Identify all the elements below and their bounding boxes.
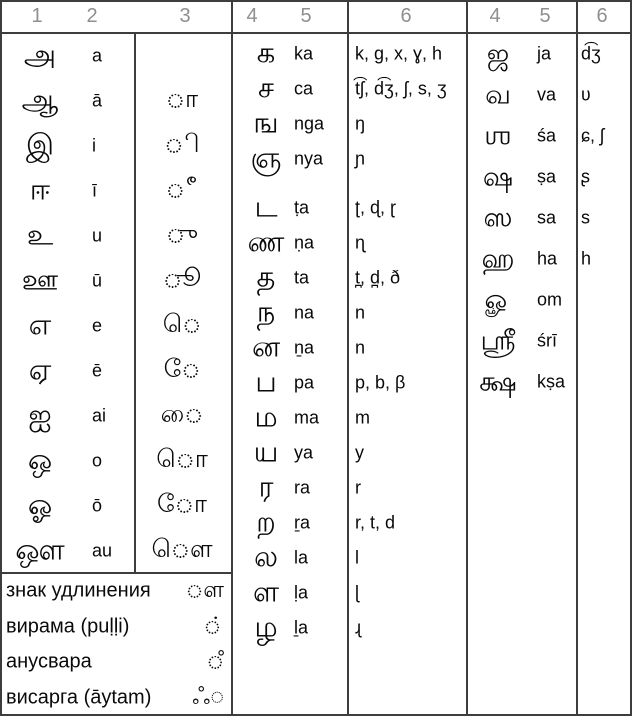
column-number: 1 (31, 5, 43, 27)
consonant-row (232, 365, 466, 400)
grantha-row (467, 361, 632, 402)
legend-symbol: ஃ◌ (192, 683, 224, 710)
ipa-values: y (355, 442, 364, 462)
transliteration: śa (537, 125, 557, 145)
tamil-consonant-letter: ந (256, 296, 276, 328)
tamil-consonant-letter: ய (253, 436, 279, 468)
tamil-vowel-letter: எ (28, 309, 52, 341)
tamil-consonant-letter: ற (256, 506, 276, 538)
tamil-consonant-letter: ம (254, 401, 278, 433)
transliteration: ha (537, 248, 558, 268)
ipa-values: ɳ (355, 232, 366, 252)
transliteration: sa (537, 207, 557, 227)
column-number: 4 (246, 5, 258, 27)
grantha-row (467, 74, 632, 115)
transliteration: ū (92, 270, 103, 290)
vowel-row (0, 483, 231, 528)
transliteration: ē (92, 360, 103, 380)
vowel-row (0, 33, 231, 78)
transliteration: ō (92, 495, 103, 515)
ipa-values: ɻ (355, 617, 361, 637)
transliteration: ṣa (537, 166, 557, 186)
consonant-row (232, 260, 466, 295)
tamil-consonant-letter: ள (252, 576, 280, 608)
tamil-vowel-letter: ஏ (28, 354, 52, 386)
grantha-row (467, 115, 632, 156)
ipa-values: r (355, 477, 361, 497)
vowel-sign: ◌ு (165, 219, 199, 248)
ipa-values: l (355, 547, 359, 567)
vowel-sign: ◌ி (164, 129, 200, 158)
vowel-row (0, 213, 231, 258)
transliteration: ja (537, 43, 552, 63)
transliteration: ṭa (294, 197, 310, 217)
transliteration: ka (294, 43, 314, 63)
ipa-values: ŋ (355, 113, 366, 133)
consonant-row (232, 190, 466, 225)
vowel-row (0, 393, 231, 438)
transliteration: ta (294, 267, 310, 287)
vowel-row (0, 168, 231, 213)
vowel-row (0, 438, 231, 483)
column-number: 5 (300, 5, 312, 27)
tamil-consonant-letter: ல (253, 541, 279, 573)
column-number: 4 (489, 5, 501, 27)
grantha-row (467, 320, 632, 361)
legend-row (0, 573, 230, 609)
tamil-consonant-letter: த (256, 261, 276, 293)
column-number: 5 (539, 5, 551, 27)
ipa-values: t͡ʃ, d͡ʒ, ʃ, s, ʒ (355, 78, 447, 98)
transliteration: u (92, 225, 103, 245)
transliteration: ya (294, 442, 314, 462)
vowel-row (0, 303, 231, 348)
transliteration: pa (294, 372, 315, 392)
transliteration: ṉa (294, 337, 315, 357)
tamil-vowel-letter: அ (23, 39, 57, 71)
ipa-values: ɲ (355, 148, 366, 168)
consonant-row (232, 295, 466, 330)
ipa-values: k, g, x, ɣ, h (355, 43, 443, 63)
legend (0, 573, 230, 716)
grantha-letter: வ (485, 79, 511, 109)
consonant-row (232, 36, 466, 71)
transliteration: om (537, 289, 563, 309)
vowel-row (0, 258, 231, 303)
legend-row (0, 609, 230, 645)
grantha-letter: ௐ (484, 284, 512, 314)
tamil-consonant-letter: ஞ (250, 142, 282, 174)
vowel-row (0, 528, 231, 573)
ipa-values: ʈ, ɖ, ɽ (355, 197, 397, 217)
grantha-letter: ஸ (483, 202, 513, 232)
vowel-table (0, 33, 231, 573)
grantha-letter: ஹ (481, 243, 515, 273)
transliteration: ai (92, 405, 107, 425)
ipa-values: ʋ (581, 84, 591, 104)
legend-row (0, 645, 230, 681)
vowel-sign: ◌ோ (157, 489, 207, 518)
column-number: 6 (596, 5, 608, 27)
transliteration: na (294, 302, 315, 322)
transliteration: ca (294, 78, 314, 98)
vowel-sign: ◌ௌ (151, 534, 213, 563)
ipa-values: p, b, β (355, 372, 406, 392)
consonant-row (232, 540, 466, 575)
consonant-row (232, 330, 466, 365)
ipa-values: ɭ (355, 582, 359, 602)
grantha-table (467, 33, 632, 402)
tamil-consonant-letter: ச (257, 72, 275, 104)
vowel-sign: ◌ை (160, 399, 204, 428)
vowel-sign: ◌ூ (162, 264, 201, 293)
grantha-row (467, 279, 632, 320)
ipa-values: n (355, 337, 366, 357)
tamil-vowel-letter: ஈ (29, 174, 51, 206)
consonant-row (232, 141, 466, 176)
transliteration: kṣa (537, 371, 566, 391)
vowel-sign: ◌ே (163, 354, 201, 383)
consonant-row (232, 225, 466, 260)
ipa-values: n (355, 302, 366, 322)
transliteration: a (92, 45, 103, 65)
tamil-consonant-letter: ட (254, 191, 278, 223)
consonant-row (232, 435, 466, 470)
transliteration: ma (294, 407, 320, 427)
transliteration: nga (294, 113, 325, 133)
transliteration: au (92, 540, 113, 560)
legend-symbol: ◌ஂ (206, 647, 224, 674)
transliteration: ra (294, 477, 311, 497)
tamil-vowel-letter: ஊ (21, 264, 59, 296)
consonant-table (232, 33, 466, 645)
grantha-row (467, 197, 632, 238)
consonant-row (232, 505, 466, 540)
tamil-vowel-letter: ஔ (15, 534, 65, 566)
column-number: 2 (86, 5, 98, 27)
consonant-row (232, 575, 466, 610)
consonant-row (232, 71, 466, 106)
tamil-consonant-letter: ர (258, 471, 274, 503)
legend-symbol: ◌் (203, 611, 224, 638)
ipa-values: r, t, d (355, 512, 396, 532)
legend-label: знак удлинения (6, 579, 151, 602)
transliteration: e (92, 315, 103, 335)
grantha-letter: ஶ (484, 120, 512, 150)
tamil-vowel-letter: ஒ (27, 444, 53, 476)
grantha-letter: க்ஷ (479, 366, 517, 396)
vowel-row (0, 348, 231, 393)
column-number: 6 (400, 5, 412, 27)
tamil-vowel-letter: ஓ (27, 489, 53, 521)
ipa-values: ɕ, ʃ (581, 125, 605, 145)
tamil-consonant-letter: ழ (254, 611, 278, 643)
vowel-sign: ◌ெ (162, 309, 202, 338)
vowel-row (0, 78, 231, 123)
vowel-row (0, 123, 231, 168)
transliteration: va (537, 84, 557, 104)
grantha-row (467, 238, 632, 279)
grantha-row (467, 33, 632, 74)
transliteration: ā (92, 90, 103, 110)
consonant-row (232, 400, 466, 435)
consonant-row (232, 470, 466, 505)
ipa-values: h (581, 248, 592, 268)
legend-label: вирама (puḷḷi) (6, 615, 130, 638)
legend-row (0, 680, 230, 716)
consonant-row (232, 106, 466, 141)
transliteration: ī (92, 180, 98, 200)
tamil-consonant-letter: க (256, 37, 276, 69)
column-number: 3 (179, 5, 191, 27)
tamil-consonant-letter: ன (251, 331, 281, 363)
legend-label: анусвара (6, 650, 92, 673)
grantha-letter: ஷ (482, 161, 514, 191)
ipa-values: d͡ʒ (581, 43, 601, 63)
vowel-sign: ◌ா (165, 84, 199, 113)
transliteration: ḷa (294, 582, 309, 602)
consonant-row (232, 610, 466, 645)
vowel-sign: ◌ீ (165, 174, 199, 203)
transliteration: la (294, 547, 309, 567)
transliteration: ṟa (294, 512, 311, 532)
legend-symbol: ◌ௗ (185, 575, 224, 602)
tamil-consonant-letter: ண (247, 226, 285, 258)
ipa-values: t̪, d̪, ð (355, 267, 401, 287)
transliteration: śrī (537, 330, 557, 350)
grantha-letter: ஜ (486, 38, 510, 68)
tamil-vowel-letter: இ (25, 129, 55, 161)
ipa-values: ʂ (581, 166, 590, 186)
transliteration: nya (294, 148, 324, 168)
ipa-values: s (581, 207, 590, 227)
transliteration: o (92, 450, 103, 470)
grantha-row (467, 156, 632, 197)
tamil-vowel-letter: ஐ (28, 399, 52, 431)
ipa-values: m (355, 407, 370, 427)
transliteration: i (92, 135, 96, 155)
tamil-vowel-letter: உ (26, 219, 54, 251)
transliteration: ḻa (294, 617, 309, 637)
tamil-consonant-letter: ங (253, 107, 279, 139)
legend-label: висарга (āytam) (6, 686, 152, 709)
vowel-sign: ◌ொ (156, 444, 208, 473)
tamil-vowel-letter: ஆ (21, 84, 59, 116)
grantha-letter: ஸ்ரீ (480, 325, 516, 355)
tamil-consonant-letter: ப (255, 366, 277, 398)
transliteration: ṇa (294, 232, 315, 252)
